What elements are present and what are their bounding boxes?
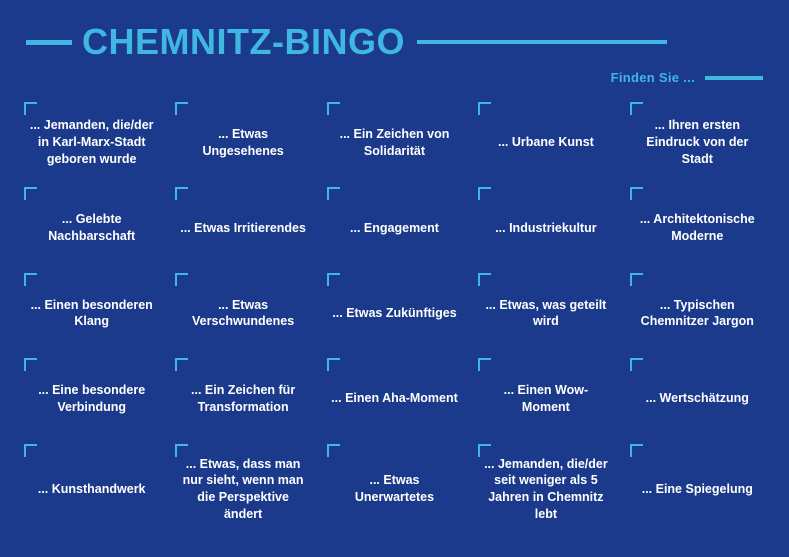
corner-bracket-icon (327, 273, 340, 286)
corner-bracket-icon (24, 273, 37, 286)
title-right-rule (417, 40, 667, 44)
corner-bracket-icon (327, 358, 340, 371)
bingo-cell[interactable] (470, 267, 621, 352)
bingo-cell[interactable] (167, 181, 318, 266)
bingo-cell[interactable] (470, 181, 621, 266)
corner-bracket-icon (630, 273, 643, 286)
bingo-cell[interactable] (622, 267, 773, 352)
bingo-cell-label: ... Etwas Irritierendes (180, 220, 306, 235)
bingo-cell-label: ... Einen Aha-Moment (331, 391, 458, 406)
bingo-cell[interactable] (470, 438, 621, 534)
corner-bracket-icon (478, 187, 491, 200)
corner-bracket-icon (478, 444, 491, 457)
corner-bracket-icon (478, 273, 491, 286)
bingo-cell-label: ... Eine besondere Verbindung (38, 382, 146, 414)
bingo-cell[interactable] (470, 352, 621, 437)
bingo-cell-label: ... Etwas Ungesehenes (202, 126, 284, 158)
bingo-cell-label: ... Architektonische Moderne (639, 212, 755, 244)
bingo-cell-label: ... Etwas Verschwundenes (192, 297, 295, 329)
corner-bracket-icon (630, 444, 643, 457)
bingo-cell[interactable] (167, 438, 318, 534)
bingo-cell[interactable] (319, 181, 470, 266)
corner-bracket-icon (478, 102, 491, 115)
bingo-cell-label: ... Industriekultur (495, 220, 597, 235)
bingo-cell-label: ... Gelebte Nachbarschaft (48, 212, 136, 244)
bingo-cell[interactable] (319, 267, 470, 352)
subtitle-rule (705, 76, 763, 80)
bingo-cell[interactable] (622, 352, 773, 437)
bingo-cell-label: ... Wertschätzung (645, 391, 749, 406)
corner-bracket-icon (175, 187, 188, 200)
corner-bracket-icon (478, 358, 491, 371)
bingo-cell[interactable] (319, 438, 470, 534)
bingo-cell[interactable] (16, 438, 167, 534)
bingo-cell[interactable] (319, 352, 470, 437)
bingo-cell-label: ... Etwas Unerwartetes (354, 473, 435, 505)
corner-bracket-icon (327, 444, 340, 457)
title-row (26, 0, 763, 60)
corner-bracket-icon (24, 444, 37, 457)
corner-bracket-icon (630, 358, 643, 371)
bingo-cell-label: ... Etwas, dass man nur sieht, wenn man die Perspektive ändert (182, 456, 304, 522)
bingo-cell[interactable] (167, 267, 318, 352)
bingo-cell-label: ... Einen Wow-Moment (503, 382, 589, 414)
bingo-cell[interactable] (622, 96, 773, 181)
bingo-cell-label: ... Ihren ersten Eindruck von der Stadt (646, 118, 749, 167)
bingo-cell[interactable] (16, 267, 167, 352)
bingo-cell-label: ... Ein Zeichen von Solidarität (339, 126, 450, 158)
bingo-grid (0, 92, 789, 547)
corner-bracket-icon (24, 187, 37, 200)
bingo-cell[interactable] (470, 96, 621, 181)
page-title: CHEMNITZ-BINGO (82, 21, 405, 62)
bingo-cell[interactable] (16, 96, 167, 181)
bingo-cell-label: ... Typischen Chemnitzer Jargon (640, 297, 754, 329)
bingo-cell[interactable] (16, 352, 167, 437)
bingo-cell[interactable] (167, 96, 318, 181)
bingo-cell-label: ... Jemanden, die/der seit weniger als 5 Jahren in Chemnitz lebt (484, 456, 608, 522)
corner-bracket-icon (24, 358, 37, 371)
corner-bracket-icon (327, 187, 340, 200)
corner-bracket-icon (630, 187, 643, 200)
bingo-cell[interactable] (622, 438, 773, 534)
corner-bracket-icon (175, 273, 188, 286)
title-left-rule (26, 40, 72, 45)
subtitle-row (26, 70, 763, 85)
corner-bracket-icon (24, 102, 37, 115)
bingo-cell[interactable] (622, 181, 773, 266)
bingo-cell-label: ... Etwas Zukünftiges (332, 306, 457, 320)
bingo-cell[interactable] (319, 96, 470, 181)
bingo-cell-label: ... Ein Zeichen für Transformation (191, 382, 296, 414)
bingo-cell-label: ... Eine Spiegelung (641, 481, 753, 496)
bingo-cell[interactable] (16, 181, 167, 266)
poster-header (0, 0, 789, 92)
bingo-cell-label: ... Jemanden, die/der in Karl-Marx-Stadt geboren wurde (29, 118, 154, 167)
bingo-cell-label: ... Kunsthandwerk (37, 481, 146, 496)
corner-bracket-icon (175, 444, 188, 457)
bingo-cell-label: ... Etwas, was geteilt wird (485, 297, 607, 329)
bingo-cell[interactable] (167, 352, 318, 437)
bingo-cell-label: ... Urbane Kunst (497, 135, 594, 150)
corner-bracket-icon (327, 102, 340, 115)
bingo-cell-label: ... Engagement (350, 220, 439, 235)
corner-bracket-icon (175, 358, 188, 371)
corner-bracket-icon (630, 102, 643, 115)
bingo-cell-label: ... Einen besonderen Klang (30, 297, 153, 329)
subtitle: Finden Sie ... (610, 70, 695, 85)
corner-bracket-icon (175, 102, 188, 115)
